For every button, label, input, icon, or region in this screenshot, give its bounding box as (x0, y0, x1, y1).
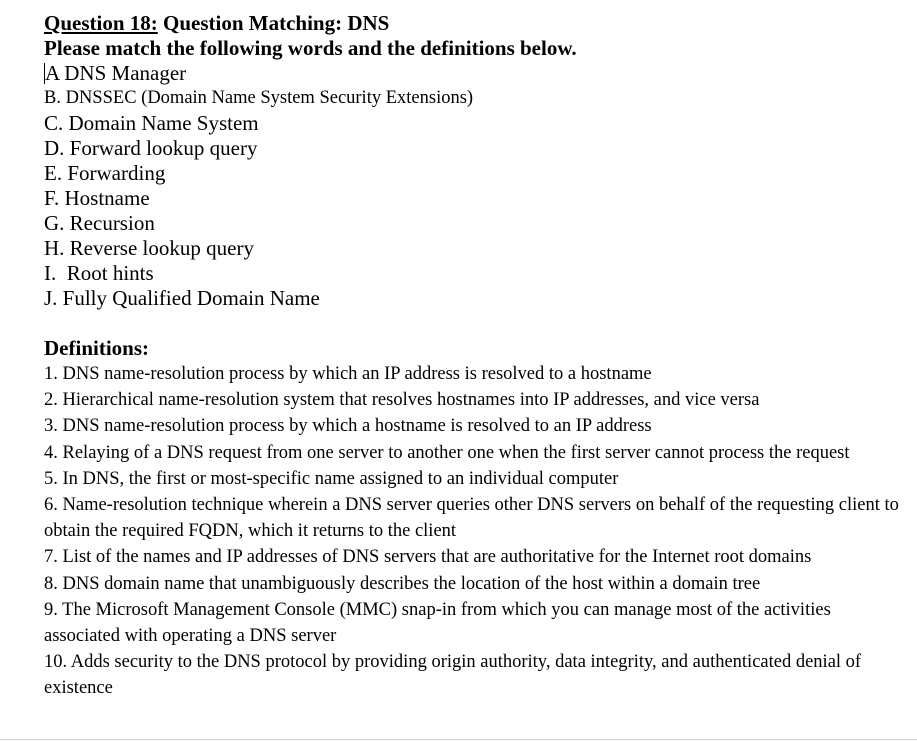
word-item: A DNS Manager (45, 61, 187, 85)
definition-item: 3. DNS name-resolution process by which a hostname is resolved to an IP address (44, 416, 652, 437)
word-item: E. Forwarding (44, 161, 166, 185)
definition-item: 4. Relaying of a DNS request from one server to another one when the first server cannot process the request (44, 442, 850, 463)
definitions-heading: Definitions: (44, 336, 149, 360)
question-instruction: Please match the following words and the definitions below. (44, 36, 577, 60)
definition-item: 5. In DNS, the first or most-specific name assigned to an individual computer (44, 468, 619, 489)
definition-item: 6. Name-resolution technique wherein a DNS server queries other DNS servers on behalf of the requesting client to obtain the required FQDN, which it returns to the client (44, 495, 899, 542)
word-item: C. Domain Name System (44, 111, 259, 135)
question-topic: Question Matching: DNS (157, 11, 390, 35)
definition-item: 8. DNS domain name that unambiguously describes the location of the host within a domain tree (44, 573, 761, 594)
word-item: J. Fully Qualified Domain Name (44, 286, 320, 310)
question-number: Question 18: (44, 11, 158, 35)
blank-line (44, 311, 904, 336)
page-bottom-rule (0, 739, 917, 740)
word-item: F. Hostname (44, 186, 150, 210)
definition-list (44, 361, 904, 702)
definition-item: 9. The Microsoft Management Console (MMC) snap-in from which you can manage most of the activities associated with operating a DNS server (44, 599, 831, 647)
word-item: D. Forward lookup query (44, 136, 258, 160)
question-title (44, 11, 904, 36)
document-page (44, 11, 904, 702)
word-list (44, 61, 904, 311)
word-item: H. Reverse lookup query (44, 236, 254, 260)
word-item: I. Root hints (44, 261, 154, 285)
definition-item: 10. Adds security to the DNS protocol by providing origin authority, data integrity, and authenticated denial of existence (44, 652, 862, 699)
definition-item: 7. List of the names and IP addresses of DNS servers that are authoritative for the Internet root domains (44, 547, 812, 568)
word-item: G. Recursion (44, 211, 155, 235)
word-item: B. DNSSEC (Domain Name System Security Extensions) (44, 88, 474, 108)
definition-item: 1. DNS name-resolution process by which an IP address is resolved to a hostname (44, 364, 652, 384)
definition-item: 2. Hierarchical name-resolution system that resolves hostnames into IP addresses, and vice versa (44, 390, 760, 411)
